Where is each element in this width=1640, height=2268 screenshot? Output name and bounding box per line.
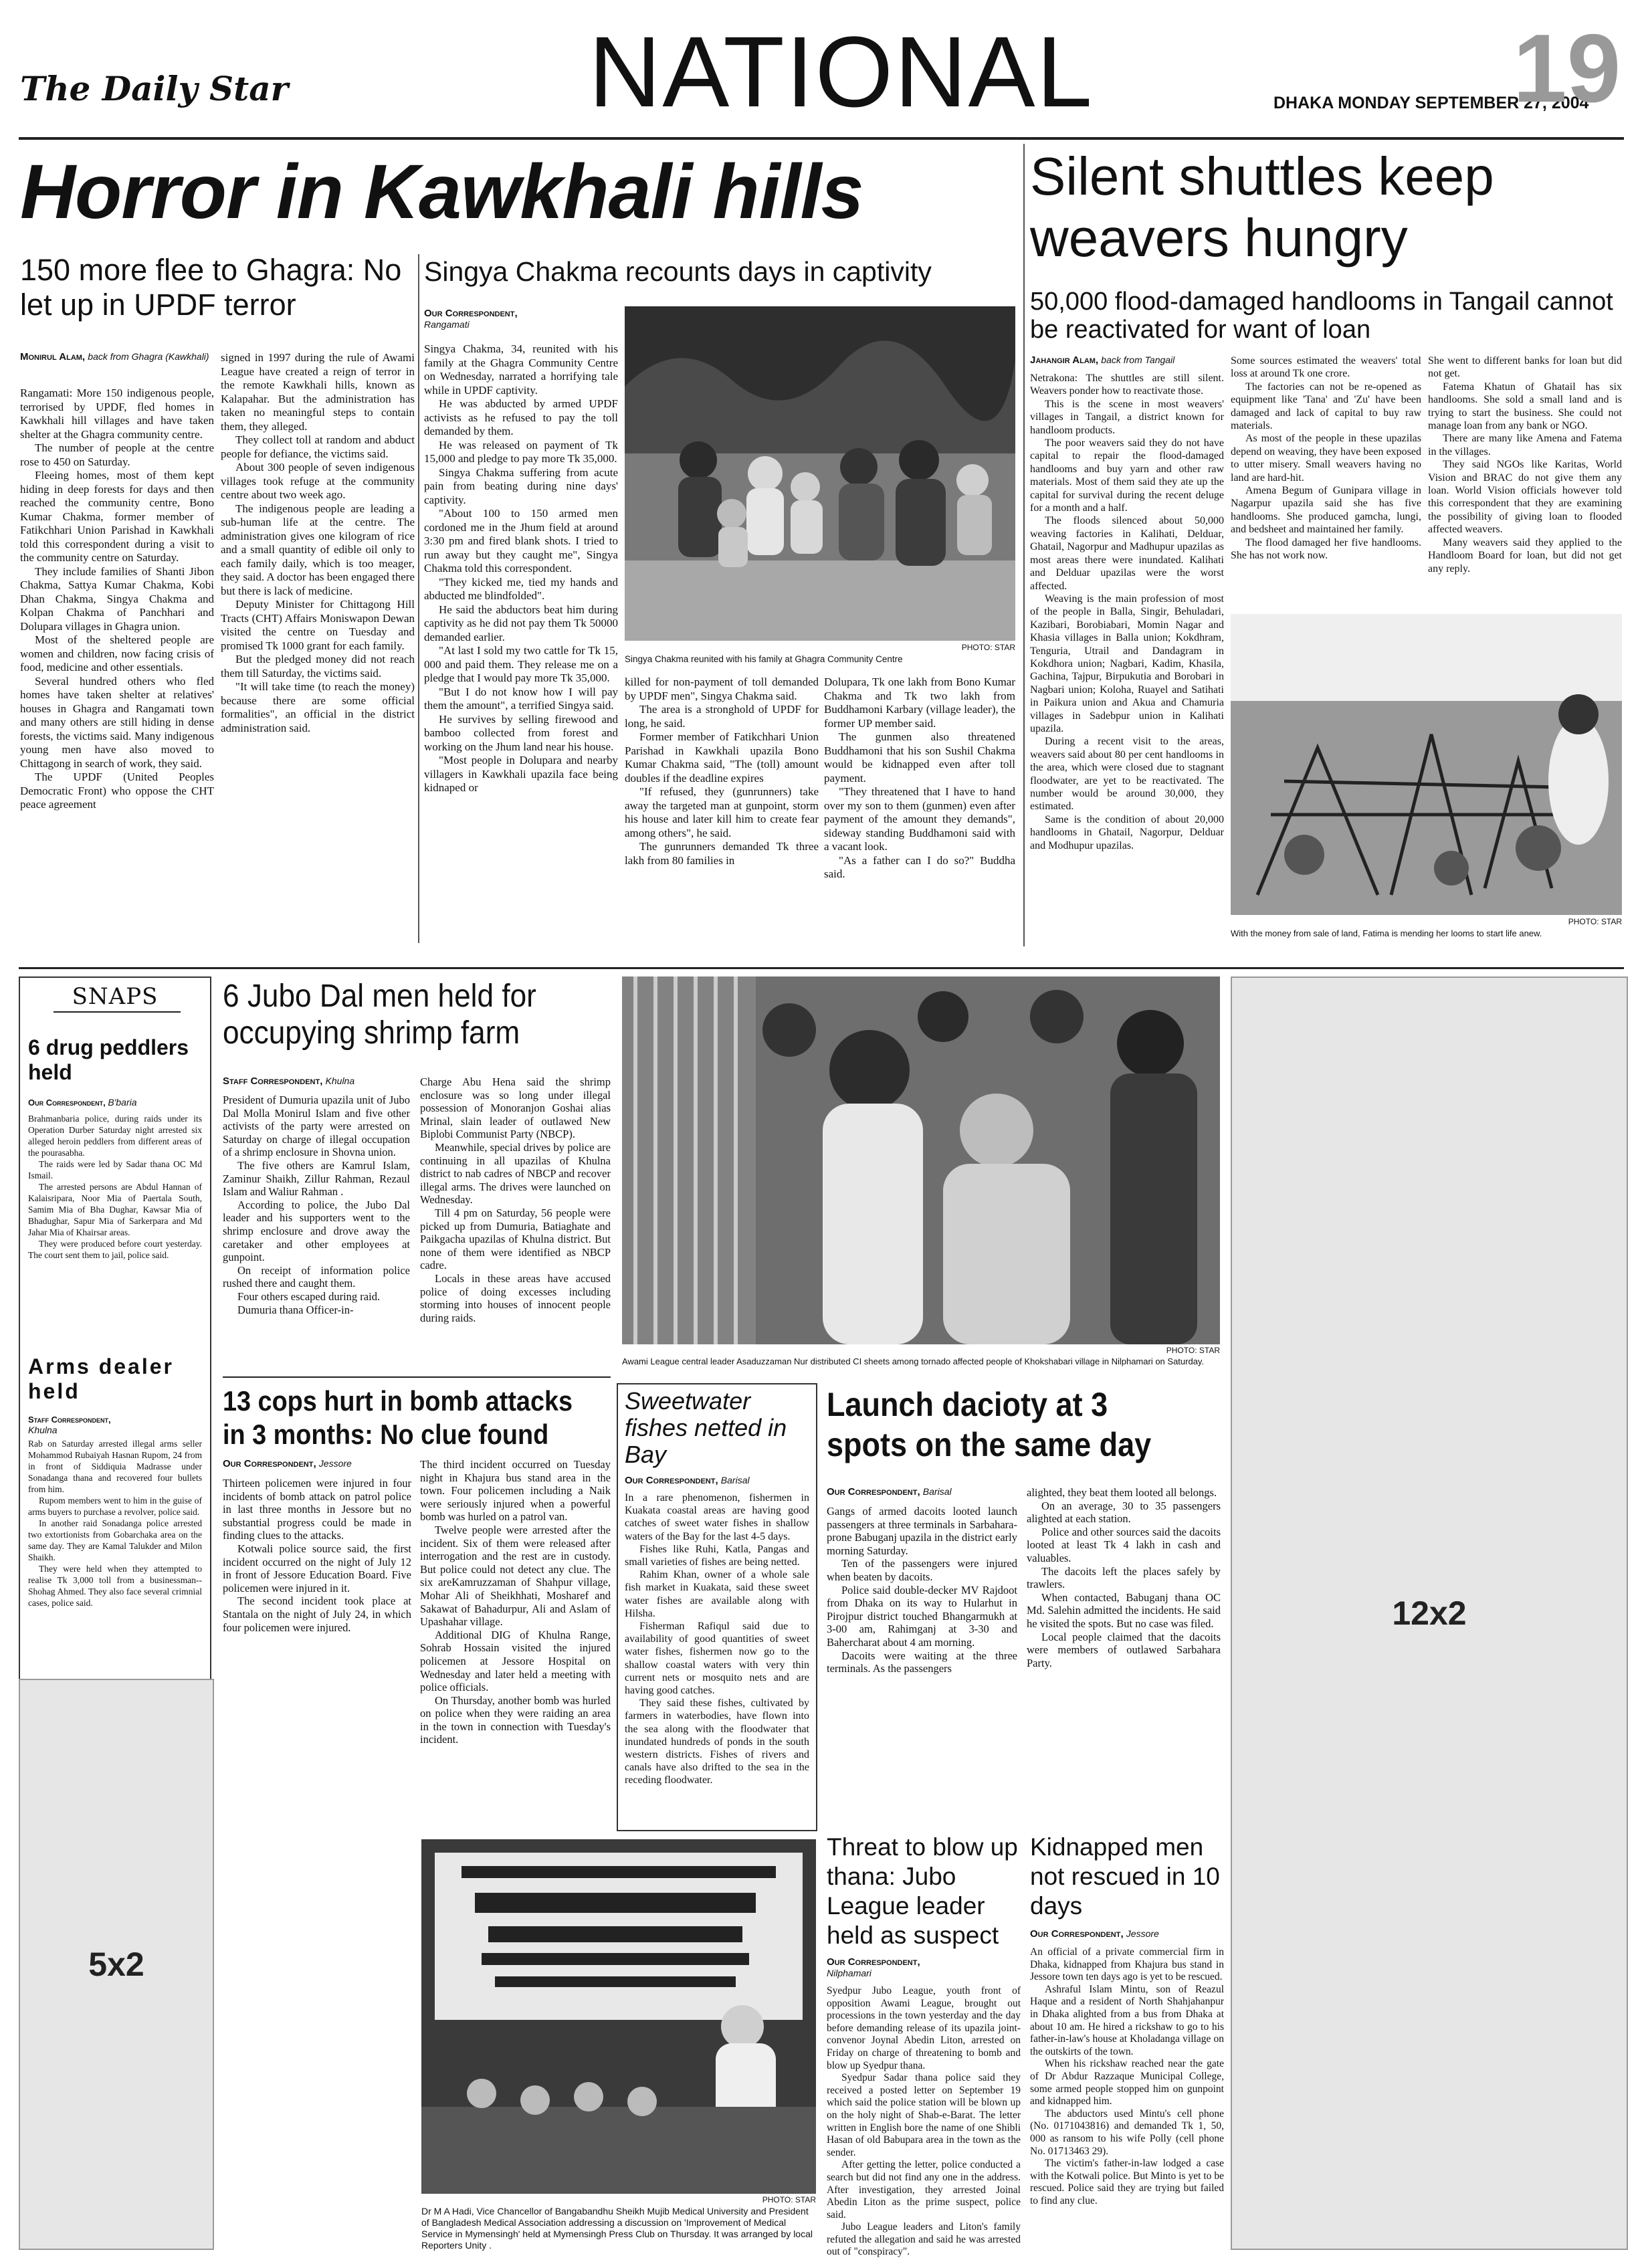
fishes-headline: Sweetwater fishes netted in Bay: [625, 1387, 787, 1468]
paragraph: As most of the people in these upazilas depend on weaving, they have been exposed to utter misery. Small weavers having no land are hard-hit.: [1231, 433, 1421, 484]
snaps-label-rule: [54, 1011, 181, 1013]
launch-headline: Launch dacioty at 3 spots on the same day: [827, 1386, 1152, 1463]
paragraph: The second incident took place at Stantala on the night of July 24, in which four policemen were injured.: [223, 1594, 411, 1634]
paragraph: The UPDF (United Peoples Democratic Front) who oppose the CHT peace agreement: [20, 770, 214, 811]
snaps-byline-2: Staff Correspondent, Khulna: [28, 1415, 111, 1435]
paragraph: Deputy Minister for Chittagong Hill Tracts (CHT) Affairs Moniswapon Dewan visited the centre on Tuesday and promised Tk 1000 grant for each family.: [221, 598, 415, 652]
paragraph: Syedpur Jubo League, youth front of opposition Awami League, brought out processions in the town yesterday and the day before demanding release of its upazila joint-convenor Joynal Abedin Liton, arrested on Friday on charge of threatening to bomb and blow up Syedpur thana.: [827, 1985, 1021, 2071]
cops-col1: [223, 1477, 411, 1784]
paragraph: Jubo League leaders and Liton's family refuted the allegation and said he was arrested out of "conspiracy".: [827, 2221, 1021, 2258]
weavers-byline: Jahangir Alam, back from Tangail: [1030, 354, 1175, 366]
lead-headline: Horror in Kawkhali hills: [20, 149, 863, 235]
paragraph: Several hundred others who fled homes have taken shelter at relatives' houses in Ghagra and Rangamati town and many others are still hiding in dense forests, the victims said. Many indigenous young men have also moved to Chittagong in search of work, they said.: [20, 674, 214, 770]
story2-col3: [824, 676, 1015, 943]
paragraph: Gangs of armed dacoits looted launch passengers at three terminals in Sarbahara-prone Babuganj upazila in the district early morning Saturday.: [827, 1505, 1017, 1557]
paragraph: The gunrunners demanded Tk three lakh from 80 families in: [625, 840, 819, 867]
paragraph: They said these fishes, cultivated by farmers in waterbodies, have flown into the sea along with the floodwater that inundated hundreds of ponds in the south western districts. Fishes of rivers and canals have also drifted to the sea in the receding floodwater.: [625, 1697, 809, 1786]
paragraph: "But I do not know how I will pay them the amount", a terrified Singya said.: [424, 685, 618, 712]
thana-text: [827, 1985, 1021, 2258]
paragraph: "If refused, they (gunrunners) take away the targeted man at gunpoint, storm his house and later kill him to create fear among others", he said.: [625, 785, 819, 839]
cops-col2: [420, 1458, 611, 1819]
paragraph: An official of a private commercial firm in Dhaka, kidnapped from Khajura bus stand in Jessore town ten days ago is yet to be rescued.: [1030, 1946, 1224, 1983]
snaps-text-1: [28, 1113, 202, 1347]
paragraph: "It will take time (to reach the money) because there are some official formalities", an official in the district administration said.: [221, 680, 415, 734]
paragraph: Rab on Saturday arrested illegal arms seller Mohammod Rubaiyah Hasnan Rupom, 24 from in front of Siddiquia Madrasse under Sonadanga thana and recovered four bullets from him.: [28, 1439, 202, 1494]
ad-5x2[interactable]: 5x2: [19, 1679, 214, 2250]
paragraph: Rahim Khan, owner of a whole sale fish market in Kuakata, said these sweet water fishes are available along with Hilsha.: [625, 1569, 809, 1619]
jubo-col1: [223, 1094, 410, 1368]
kidnapped-byline: Our Correspondent, Jessore: [1030, 1928, 1159, 1940]
paragraph: Amena Begum of Gunipara village in Nagarpur upazila said she has five handlooms. She produced gamcha, lungi, and bedsheet and maintained her family.: [1231, 485, 1421, 536]
cops-headline: 13 cops hurt in bomb attacks in 3 months: No clue found: [223, 1385, 573, 1450]
story1-col2: [221, 351, 415, 945]
paragraph: Fatema Khatun of Ghatail has six handlooms. She sold a small land and is trying to start the business. She could not manage loan from any bank or NGO.: [1428, 381, 1622, 432]
jubo-byline: Staff Correspondent, Khulna: [223, 1075, 355, 1087]
paragraph: The victim's father-in-law lodged a case with the Kotwali police. But Minto is yet to be rescued. Police said they are trying but failed to find any clue.: [1030, 2158, 1224, 2206]
paragraph: Former member of Fatikchhari Union Parishad in Kawkhali upazila Bono Kumar Chakma said, "The (toll) amount doubles if the deadline expires: [625, 730, 819, 785]
paragraph: Dumuria thana Officer-in-: [237, 1303, 354, 1316]
paragraph: Police said double-decker MV Rajdoot from Dhaka on its way to Hularhut in Pirojpur district touched Bhangarmukh at 3-00 am, Rahimganj at 3-30 and Bahercharat about 4 am morning.: [827, 1583, 1017, 1649]
story1-byline: Monirul Alam, back from Ghagra (Kawkhali): [20, 351, 209, 363]
kidnapped-text: [1030, 1946, 1224, 2251]
paragraph: She went to different banks for loan but did not get.: [1428, 355, 1622, 380]
loom-photo-credit: PHOTO: STAR: [1568, 917, 1622, 926]
weaver-loom-photo: [1231, 614, 1622, 915]
paragraph: Locals in these areas have accused police of doing excesses including storming into houses of innocent people during raids.: [420, 1271, 611, 1324]
paragraph: He survives by selling firewood and bamboo collected from forest and working on the Jhum land near his house.: [424, 712, 618, 753]
paragraph: This is the scene in most weavers' villages in Tangail, a district known for handloom products.: [1030, 398, 1224, 436]
family-photo-image: [625, 306, 1015, 641]
paragraph: Some sources estimated the weavers' total loss at around Tk one crore.: [1231, 355, 1421, 380]
story-divider: [418, 254, 419, 943]
story1-col1: [20, 387, 214, 945]
weavers-divider: [1023, 144, 1025, 946]
paragraph: He said the abductors beat him during captivity as he did not pay them Tk 50000 demanded earlier.: [424, 603, 618, 643]
paragraph: "They kicked me, tied my hands and abducted me blindfolded".: [424, 575, 618, 602]
paragraph: Ten of the passengers were injured when beaten by dacoits.: [827, 1557, 1017, 1583]
paragraph: Four others escaped during raid.: [237, 1290, 381, 1303]
seminar-photo-credit: PHOTO: STAR: [762, 2195, 816, 2204]
paragraph: The area is a stronghold of UPDF for long, he said.: [625, 703, 819, 730]
awami-photo-image: [622, 976, 1220, 1344]
paragraph: During a recent visit to the areas, weavers said about 80 per cent handlooms in the area, which were closed due to stagnant floodwater, are yet to be reactivated. The number would be around 30,000, they estimated.: [1030, 736, 1224, 813]
paragraph: They were held when they attempted to realise Tk 3,000 toll from a businessman-- Shohag Ahmed. They also face several crimnial cases, police said.: [28, 1564, 202, 1608]
paragraph: Additional DIG of Khulna Range, Sohrab Hossain visited the injured policemen at Jessore Hospital on Wednesday and later held a meeting with police officials.: [420, 1628, 611, 1694]
paragraph: They were produced before court yesterday. The court sent them to jail, police said.: [28, 1239, 202, 1260]
paragraph: Fisherman Rafiqul said due to availability of good quantities of sweet water fishes, fishermen now go to the shallow coastal waters with very thin current nets or mosquito nets and are having good catches.: [625, 1621, 809, 1697]
paragraph: Kotwali police source said, the first incident occurred on the night of July 12 in front of Jessore Education Board. Five policemen were injured in it.: [223, 1542, 411, 1594]
awami-photo-caption: Awami League central leader Asaduzzaman Nur distributed CI sheets among tornado affected people of Khokshabari village in Nilphamari on Saturday.: [622, 1356, 1205, 1366]
paragraph: The gunmen also threatened Buddhamoni that his son Sushil Chakma would be kidnapped even after toll payment.: [824, 730, 1015, 785]
paragraph: Netrakona: The shuttles are still silent. Weavers ponder how to reactivate those.: [1030, 373, 1224, 397]
paragraph: Singya Chakma, 34, reunited with his family at the Ghagra Community Centre on Wednesday, narrated a horrifying tale while in UPDF captivity.: [424, 342, 618, 397]
weavers-col2: [1231, 354, 1421, 609]
paragraph: Ashraful Islam Mintu, son of Reazul Haque and a resident of North Shahjahanpur in Dhaka alighted from a bus from Dhaka at about 10 am. He hired a rickshaw to go to his father-in-law's house at Kholadanga village on the outskirts of the town.: [1030, 1983, 1224, 2057]
paragraph: When his rickshaw reached near the gate of Dr Abdur Razzaque Municipal College, some armed people stopped him on gunpoint and kidnapped him.: [1030, 2058, 1224, 2107]
paragraph: They said NGOs like Karitas, World Vision and BRAC do not give them any loan. World Vision officials however told this correspondent that they are examining the possibility of giving loan to flooded affected weavers.: [1428, 459, 1622, 536]
paragraph: Dolupara, Tk one lakh from Bono Kumar Chakma and Tk two lakh from Buddhamoni Karbary (village leader), the former UP member said.: [824, 676, 1015, 730]
story2-subhead: Singya Chakma recounts days in captivity: [424, 256, 932, 287]
paragraph: Same is the condition of about 20,000 handlooms in Ghatail, Nagorpur, Delduar and Modhupur upazilas.: [1030, 813, 1224, 851]
paragraph: Rupom members went to him in the guise of arms buyers to purchase a revolver, police said.: [28, 1496, 202, 1517]
paragraph: "At last I sold my two cattle for Tk 15, 000 and paid them. They release me on a pledge that I would pay more Tk 35,000.: [424, 644, 618, 684]
paragraph: In a rare phenomenon, fishermen in Kuakata coastal areas are having good catches of sweet water fishes in shallow waters of the Bay for the last 4-5 days.: [625, 1492, 809, 1542]
loom-photo-image: [1231, 614, 1622, 915]
thana-byline: Our Correspondent, Nilphamari: [827, 1956, 920, 1978]
dateline: DHAKA MONDAY SEPTEMBER 27, 2004: [1273, 94, 1589, 112]
paragraph: About 300 people of seven indigenous villages took refuge at the community centre about two week ago.: [221, 461, 415, 501]
story1-subhead: 150 more flee to Ghagra: No let up in UPDF terror: [20, 253, 402, 322]
seminar-photo: [421, 1839, 816, 2194]
paragraph: Weaving is the main profession of most of the people in Balla, Singir, Behuladari, Kazibari, Borobiabari, Momin Nagar and Khasia villages in Balla union; Kokdhram, Tenguria, Utrail and Dandagram in Kokdhora union; Nagbari, Kadim, Khasila, Gachina, Tajpur, Birpukutia and Borobari in Nagbari union; Koloha, Ruayel and Satihati in Paikura union and Akua and Chamuria villages in Sadebpur union in Kalihati upazila.: [1030, 593, 1224, 734]
paragraph: On receipt of information police rushed there and caught them.: [223, 1263, 410, 1290]
story2-col2: [625, 676, 819, 943]
awami-league-photo: [622, 976, 1220, 1344]
paragraph: Dacoits were waiting at the three terminals. As the passengers: [827, 1649, 1017, 1675]
paragraph: Meanwhile, special drives by police are continuing in all upazilas of Khulna district to nab cadres of NBCP and recover illegal arms. The drives were launched on Wednesday.: [420, 1140, 611, 1207]
paragraph: Fleeing homes, most of them kept hiding in deep forests for days and then reached the community centre, Bono Kumar Chakma, former member of Fatikchhari Union Parishad in Kawkhali told this correspondent during a visit to the community centre on Saturday.: [20, 469, 214, 564]
paragraph: Most of the sheltered people are women and children, now facing crisis of food, medicine and other essentials.: [20, 633, 214, 674]
paragraph: The five others are Kamrul Islam, Zaminur Shaikh, Zillur Rahman, Rezaul Islam and Waliur Rahman .: [223, 1158, 410, 1199]
awami-photo-credit: PHOTO: STAR: [1166, 1346, 1220, 1355]
paragraph: Syedpur Sadar thana police said they received a posted letter on September 19 which said the police station will be blown up on the holy night of Shab-e-Barat. The letter written in English bore the name of one Shibli Hasan of old Babupara area in the town as the sender.: [827, 2072, 1021, 2158]
family-photo-caption: Singya Chakma reunited with his family at Ghagra Community Centre: [625, 654, 903, 664]
paragraph: The dacoits left the places safely by trawlers.: [1027, 1564, 1221, 1591]
paragraph: The raids were led by Sadar thana OC Md Ismail.: [28, 1159, 202, 1180]
lower-band-rule: [19, 967, 1624, 969]
paragraph: The flood damaged her five handlooms. She has not work now.: [1231, 536, 1421, 562]
paragraph: The arrested persons are Abdul Hannan of Kalaisripara, Noor Mia of Paertala South, Samim Mia of Bha Dughar, Kawsar Mia of Bhadughar, Sapur Mia of Sarkerpara and Md Jahar Mia of Khairsar areas.: [28, 1182, 202, 1237]
cops-top-rule: [223, 1376, 611, 1378]
paragraph: Singya Chakma suffering from acute pain from beating during nine days' captivity.: [424, 466, 618, 506]
kidnapped-headline: Kidnapped men not rescued in 10 days: [1030, 1833, 1220, 1920]
paragraph: On Thursday, another bomb was hurled on police when they were raiding an area in the town in connection with Tuesday's incident.: [420, 1693, 611, 1746]
paragraph: Brahmanbaria police, during raids under its Operation Durber Saturday night arrested six alleged heroin peddlers from different areas of the pourasabha.: [28, 1114, 202, 1158]
weavers-headline: Silent shuttles keep weavers hungry: [1030, 146, 1494, 268]
launch-byline: Our Correspondent, Barisal: [827, 1486, 952, 1498]
story2-byline: Our Correspondent, Rangamati: [424, 308, 518, 330]
paragraph: The abductors used Mintu's cell phone (No. 0171043816) and demanded Tk 1, 50, 000 as ransom to his wife Polly (cell phone No. 01713463 29).: [1030, 2107, 1224, 2157]
masthead-rule: [19, 137, 1624, 140]
ad-12x2[interactable]: 12x2: [1231, 976, 1628, 2250]
page-number: 19: [1513, 14, 1621, 122]
paragraph: In another raid Sonadanga police arrested two extortionists from Gobarchaka area on the same day. They are Kamal Talukder and Milon Shaikh.: [28, 1518, 202, 1562]
paragraph: "They threatened that I have to hand over my son to them (gunmen) even after payment of the amount they demands", sideway standing Buddhamoni said with a vacant look.: [824, 785, 1015, 853]
paragraph: The floods silenced about 50,000 weaving factories in Kalihati, Delduar, Ghatail, Nagorpur and Madhupur upazilas as most areas there were inundated. Kalihati and Delduar upazilas were the worst affected.: [1030, 515, 1224, 592]
story2-col1: [424, 342, 618, 944]
family-photo-credit: PHOTO: STAR: [961, 643, 1015, 652]
paragraph: Twelve people were arrested after the incident. Six of them were released after interrogation and the rest are in custody. But police could not detect any clue. The six areKamruzzaman of Shahpur village, Mohar Ali of Sheikhhati, Mosharef and Sakawat of Bahadurpur, Ali and Aslam of Upashahar village.: [420, 1523, 611, 1629]
cops-byline: Our Correspondent, Jessore: [223, 1458, 352, 1469]
paragraph: Police and other sources said the dacoits looted at least Tk 4 lakh in cash and valuables.: [1027, 1525, 1221, 1564]
thana-headline: Threat to blow up thana: Jubo League leader held as suspect: [827, 1833, 1018, 1949]
fishes-text: [625, 1491, 809, 1826]
paragraph: President of Dumuria upazila unit of Jubo Dal Molla Monirul Islam and five other activists of the party were arrested on Saturday on charge of illegal occupation of a shrimp enclosure in Shovna union.: [223, 1094, 410, 1159]
paragraph: The indigenous people are leading a sub-human life at the centre. The administration gives one kilogram of rice and a small quantity of edible oil only to each family daily, which is too meager, they said. A doctor has been engaged there but there is lack of medicine.: [221, 502, 415, 597]
paragraph: After getting the letter, police conducted a search but did not find any one in the address. After investigation, they arrested Joinal Abedin Liton as the prime suspect, police said.: [827, 2159, 1021, 2221]
paragraph: They include families of Shanti Jibon Chakma, Sattya Kumar Chakma, Kobi Dhan Chakma, Singya Chakma and Kolpan Chakma of Panchhari and Dolupara villages in Ghagra union.: [20, 564, 214, 633]
paragraph: They collect toll at random and abduct people for defiance, the victims said.: [221, 433, 415, 460]
paragraph: The factories can not be re-opened as equipment like 'Tana' and 'Zu' have been damaged and lack of capital to buy raw materials.: [1231, 381, 1421, 432]
masthead: [0, 0, 1640, 147]
paragraph: According to police, the Jubo Dal leader and his supporters went to the shrimp enclosure and drove away the caretaker and other employees at gunpoint.: [223, 1198, 410, 1264]
jubo-col2: [420, 1075, 611, 1370]
paragraph: Rangamati: More 150 indigenous people, terrorised by UPDF, fled homes in Kawkhali hill villages and have taken shelter at the Ghagra community centre.: [20, 387, 214, 441]
seminar-photo-image: [421, 1839, 816, 2194]
paragraph: Fishes like Ruhi, Katla, Pangas and small varieties of fishes are being netted.: [625, 1543, 809, 1568]
fishes-byline: Our Correspondent, Barisal: [625, 1475, 750, 1486]
paragraph: On an average, 30 to 35 passengers alighted at each station.: [1027, 1499, 1221, 1526]
paragraph: "About 100 to 150 armed men cordoned me in the Jhum field at around 3:30 pm and fired blank shots. I tried to run away but they caught me", Singya Chakma told this correspondent.: [424, 507, 618, 575]
paragraph: The third incident occurred on Tuesday night in Khajura bus stand area in the town. Four policemen including a Naik were seriously injured when a powerful bomb was hurled on a patrol van.: [420, 1458, 611, 1524]
paragraph: He was released on payment of Tk 15,000 and pledge to pay more Tk 35,000.: [424, 438, 618, 465]
paragraph: Charge Abu Hena said the shrimp enclosure was so long under illegal possession of Monoranjon Goshai alias Mrinal, slain leader of outlawed New Biplobi Communist Party (NBCP).: [420, 1075, 611, 1141]
paragraph: The poor weavers said they do not have capital to repair the flood-damaged handlooms and buy yarn and other raw materials. Most of them said they ate up the capital for survival during the recent deluge for a month and a half.: [1030, 437, 1224, 514]
section-title: NATIONAL: [589, 15, 1094, 128]
weavers-col1: [1030, 372, 1224, 947]
paragraph: killed for non-payment of toll demanded by UPDF men", Singya Chakma said.: [625, 676, 819, 702]
paragraph: The number of people at the centre rose to 450 on Saturday.: [20, 441, 214, 468]
jubo-headline: 6 Jubo Dal men held for occupying shrimp farm: [223, 978, 536, 1051]
logo: The Daily Star: [20, 69, 288, 108]
paragraph: When contacted, Babuganj thana OC Md. Salehin admitted the incidents. He said he visited the spots. But no case was filed.: [1027, 1590, 1221, 1630]
paragraph: He was abducted by armed UPDF activists as he refused to pay the toll demanded by them.: [424, 397, 618, 437]
paragraph: signed in 1997 during the rule of Awami League have created a reign of terror in the remote Kawkhali hills, known as Kalapahar. But the administration has taken no meaningful steps to contain them, they alleged.: [221, 351, 415, 433]
snaps-byline-1: Our Correspondent, B'baria: [28, 1097, 137, 1108]
snaps-headline-2: Arms dealer held: [28, 1354, 174, 1403]
launch-col1: [827, 1505, 1017, 1809]
snaps-label: SNAPS: [72, 983, 159, 1010]
snaps-headline-1: 6 drug peddlers held: [28, 1035, 189, 1084]
loom-photo-caption: With the money from sale of land, Fatima is mending her looms to start life anew.: [1231, 928, 1542, 938]
paragraph: Many weavers said they applied to the Handloom Board for loan, but did not get any reply.: [1428, 536, 1622, 575]
paragraph: Thirteen policemen were injured in four incidents of bomb attack on patrol police in last three months in Jessore but no substantial progress could be made in finding clues to the attacks.: [223, 1477, 411, 1542]
paragraph: Local people claimed that the dacoits were members of outlawed Sarbahara Party.: [1027, 1630, 1221, 1669]
paragraph: But the pledged money did not reach them till Saturday, the victims said.: [221, 653, 415, 680]
paragraph: "As a father can I do so?" Buddha said.: [824, 853, 1015, 880]
weavers-subhead: 50,000 flood-damaged handlooms in Tangail cannot be reactivated for want of loan: [1030, 288, 1613, 344]
weavers-col3: [1428, 354, 1622, 609]
paragraph: There are many like Amena and Fatema in the villages.: [1428, 433, 1622, 457]
paragraph: Till 4 pm on Saturday, 56 people were picked up from Dumuria, Batiaghate and Paikgacha upazilas of Khulna district. But none of them were identified as NBCP cadre.: [420, 1206, 611, 1272]
seminar-photo-caption: Dr M A Hadi, Vice Chancellor of Bangabandhu Sheikh Mujib Medical University and President of Bangladesh Medical Association addressing a discussion on 'Improvement of Medical Service in Mymensingh' held at Mymensingh Press Club on Thursday. It was arranged by local Reporters Unity .: [421, 2206, 813, 2251]
paragraph: "Most people in Dolupara and nearby villagers in Kawkhali upazila face being kidnaped or: [424, 754, 618, 794]
snaps-text-2: [28, 1438, 202, 1665]
launch-col2: [1027, 1486, 1221, 1807]
paragraph: alighted, they beat them looted all belongs.: [1027, 1486, 1217, 1499]
singya-family-photo: [625, 306, 1015, 641]
